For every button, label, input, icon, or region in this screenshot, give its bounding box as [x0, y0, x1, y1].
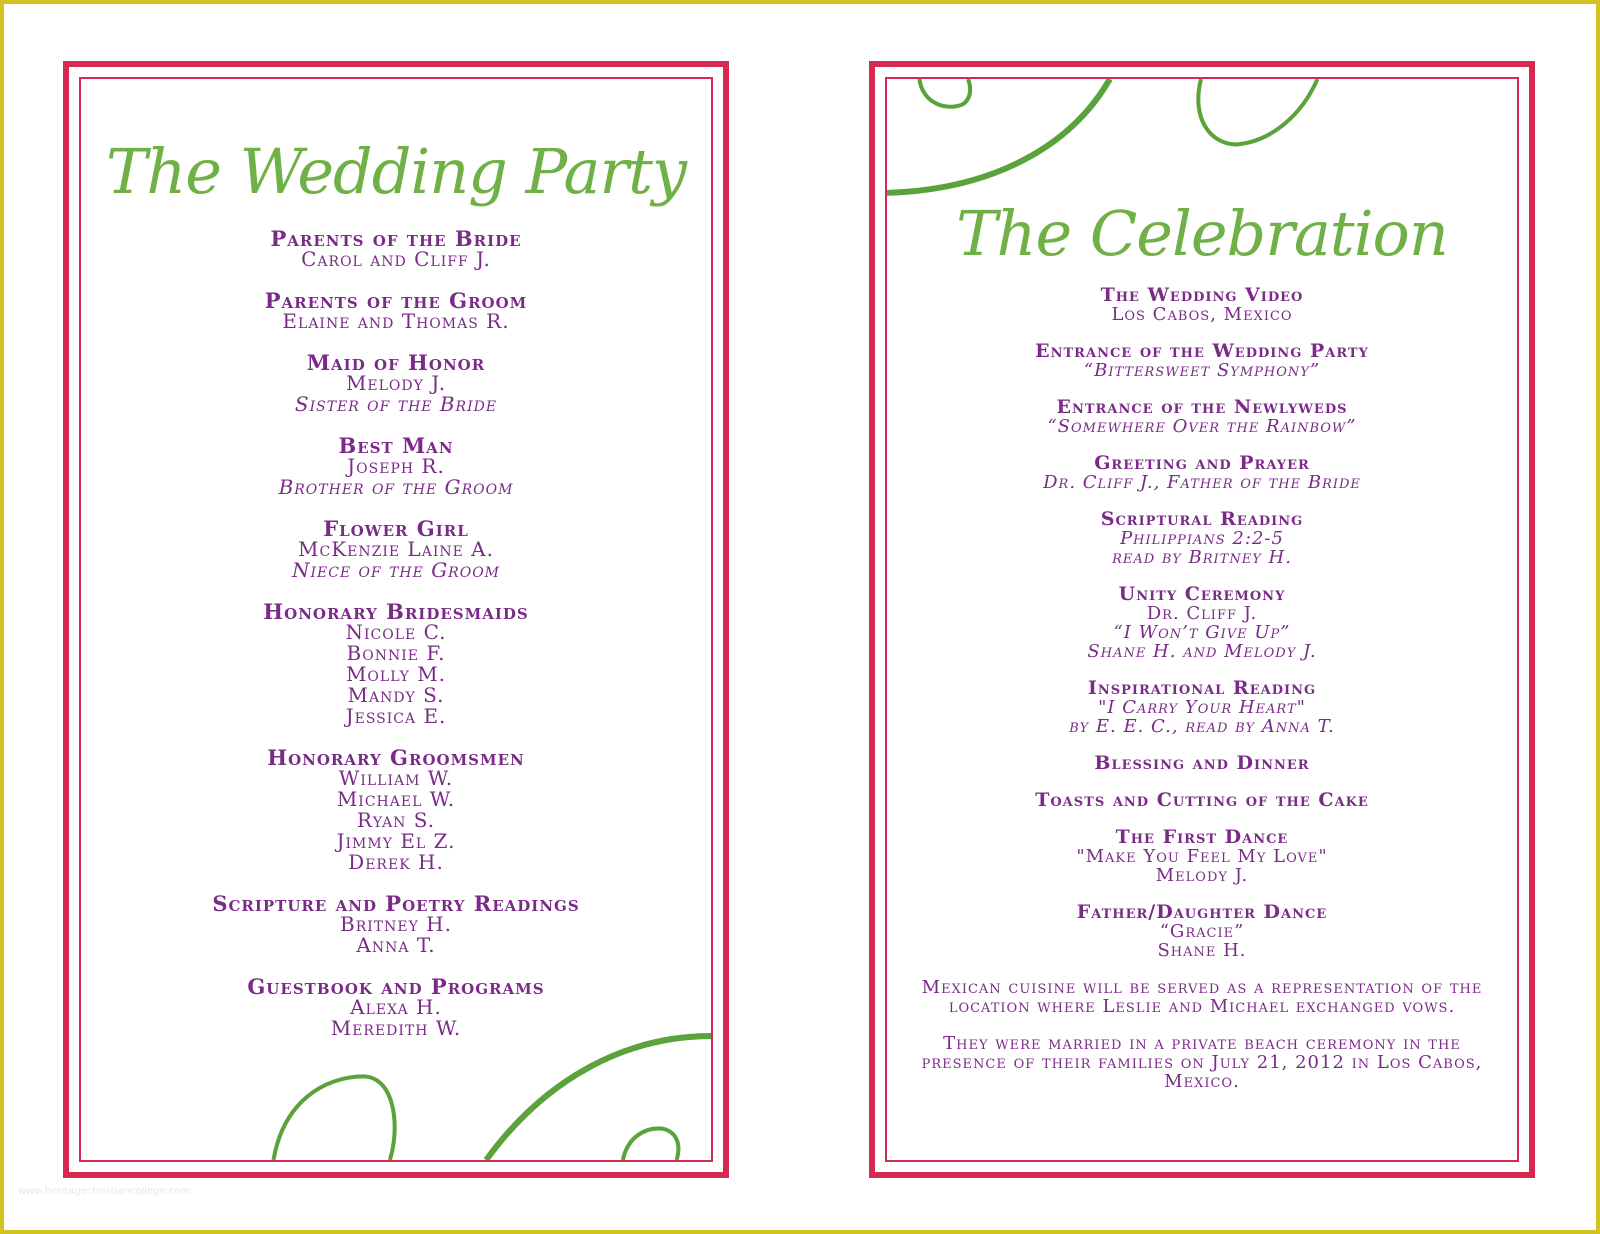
section-line: Carol and Cliff J. [301, 247, 491, 271]
wedding-party-title: The Wedding Party [105, 135, 687, 208]
section-line: read by Britney H. [1112, 547, 1292, 568]
closing-paragraph: Mexican cuisine will be served as a representation of the location where Leslie and Michael exchanged vows. [921, 977, 1483, 1017]
section-line: “Gracie” [1159, 921, 1245, 942]
section-line: William W. [338, 766, 454, 790]
section-line: “Somewhere Over the Rainbow” [1047, 416, 1357, 437]
section-heading: Toasts and Cutting of the Cake [1035, 789, 1369, 811]
section-line: Meredith W. [330, 1016, 462, 1040]
section-line: Nicole C. [345, 620, 447, 644]
celebration-title: The Celebration [956, 197, 1448, 270]
closing-paragraph: They were married in a private beach ceremony in the presence of their families on July 21, 2012 in Los Cabos, Mexico. [921, 1033, 1483, 1092]
section-line: Dr. Cliff J., Father of the Bride [1043, 472, 1361, 493]
section-line: "I Carry Your Heart" [1098, 697, 1306, 718]
celebration-program [887, 286, 1517, 1109]
program-section [81, 976, 711, 1039]
wedding-party-panel [63, 61, 729, 1178]
program-section [887, 585, 1517, 661]
section-heading: Guestbook and Programs [247, 974, 545, 999]
section-line: Shane H. and Melody J. [1087, 641, 1317, 662]
section-line: Dr. Cliff J. [1146, 603, 1258, 624]
section-line: Bonnie F. [346, 641, 446, 665]
program-section [81, 747, 711, 873]
section-heading: Honorary Groomsmen [267, 745, 525, 770]
section-line: Los Cabos, Mexico [1111, 304, 1293, 325]
celebration-panel [869, 61, 1535, 1178]
section-line: Shane H. [1157, 940, 1247, 961]
section-line: Melody J. [345, 371, 447, 395]
program-section [81, 290, 711, 332]
section-heading: The Wedding Video [1100, 284, 1304, 306]
section-line: Alexa H. [350, 995, 442, 1019]
section-heading: Entrance of the Newlyweds [1056, 396, 1348, 418]
section-line: Philippians 2:2-5 [1120, 528, 1284, 549]
section-line: McKenzie Laine A. [298, 537, 494, 561]
section-line: Niece of the Groom [291, 558, 501, 582]
section-heading: Inspirational Reading [1087, 677, 1317, 699]
section-heading: Father/Daughter Dance [1076, 901, 1328, 923]
section-line: "Make You Feel My Love" [1076, 846, 1328, 867]
program-section [887, 510, 1517, 567]
program-section [887, 754, 1517, 773]
wedding-party-list [81, 228, 711, 1059]
section-heading: Maid of Honor [306, 350, 486, 375]
section-heading: Parents of the Groom [264, 288, 528, 313]
program-section [887, 286, 1517, 324]
program-section [887, 828, 1517, 885]
watermark-text: www.heritagechristiancollege.com [18, 1186, 191, 1197]
program-section [81, 518, 711, 581]
program-section [81, 601, 711, 727]
section-heading: Scriptural Reading [1100, 508, 1304, 530]
section-line: Jessica E. [345, 704, 447, 728]
section-line: by E. E. C., read by Anna T. [1069, 716, 1335, 737]
program-section [887, 454, 1517, 492]
section-line: Mandy S. [347, 683, 445, 707]
section-line: Derek H. [348, 850, 444, 874]
program-section [887, 342, 1517, 380]
section-heading: Greeting and Prayer [1094, 452, 1310, 474]
section-line: “I Won’t Give Up” [1113, 622, 1291, 643]
program-section [887, 791, 1517, 810]
program-section [887, 903, 1517, 960]
section-heading: Scripture and Poetry Readings [212, 891, 580, 916]
section-heading: Entrance of the Wedding Party [1035, 340, 1369, 362]
section-line: Brother of the Groom [278, 475, 514, 499]
celebration-inner-border [885, 77, 1519, 1162]
section-heading: Flower Girl [323, 516, 469, 541]
section-line: Britney H. [340, 912, 452, 936]
section-line: Melody J. [1155, 865, 1249, 886]
program-section [887, 398, 1517, 436]
section-line: Joseph R. [347, 454, 445, 478]
program-section [81, 435, 711, 498]
program-section [81, 352, 711, 415]
program-section [81, 893, 711, 956]
section-line: Jimmy El Z. [336, 829, 456, 853]
section-line: Molly M. [345, 662, 447, 686]
section-line: Anna T. [356, 933, 436, 957]
section-line: Sister of the Bride [294, 392, 498, 416]
section-line: Michael W. [336, 787, 456, 811]
program-section [81, 228, 711, 270]
section-line: Ryan S. [356, 808, 436, 832]
section-heading: Honorary Bridesmaids [263, 599, 529, 624]
wedding-party-inner-border [79, 77, 713, 1162]
section-heading: Parents of the Bride [270, 226, 522, 251]
section-heading: Blessing and Dinner [1094, 752, 1310, 774]
section-heading: Best Man [338, 433, 454, 458]
section-line: “Bittersweet Symphony” [1083, 360, 1321, 381]
section-line: Elaine and Thomas R. [282, 309, 510, 333]
section-heading: The First Dance [1115, 826, 1289, 848]
program-section [887, 679, 1517, 736]
section-heading: Unity Ceremony [1118, 583, 1286, 605]
